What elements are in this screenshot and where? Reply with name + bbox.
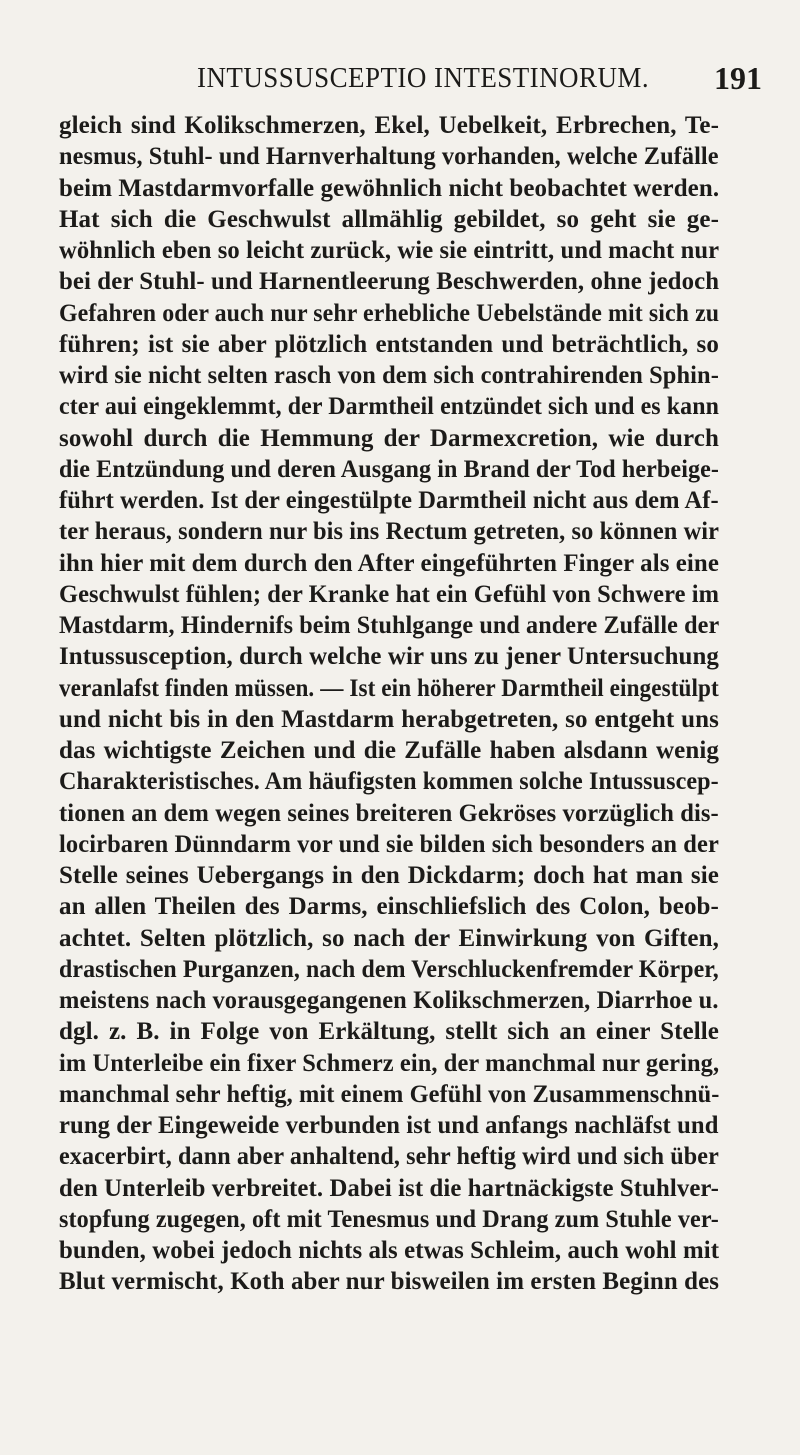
text-line: und nicht bis in den Mastdarm herabgetreten, so entgeht uns	[59, 705, 719, 733]
text-line: rung der Eingeweide verbunden ist und anfangs nachläfst und	[59, 1112, 719, 1139]
text-line: wird sie nicht selten rasch von dem sich contrahirenden Sphin-	[59, 362, 719, 389]
text-line: den Unterleib verbreitet. Dabei ist die hartnäckigste Stuhlver-	[59, 1174, 719, 1202]
page-number: 191	[714, 60, 762, 96]
text-line: dgl. z. B. in Folge von Erkältung, stellt sich an einer Stelle	[59, 1018, 719, 1046]
text-line: das wichtigste Zeichen und die Zufälle haben alsdann wenig	[59, 737, 719, 764]
text-line: beim Mastdarmvorfalle gewöhnlich nicht beobachtet werden.	[59, 174, 720, 202]
text-line: stopfung zugegen, oft mit Tenesmus und Drang zum Stuhle ver-	[59, 1205, 719, 1233]
text-line: drastischen Purganzen, nach dem Verschluckenfremder Körper,	[59, 955, 719, 983]
body-text	[59, 110, 719, 1298]
text-line: Mastdarm, Hindernifs beim Stuhlgange und andere Zufälle der	[59, 612, 720, 639]
text-line: sowohl durch die Hemmung der Darmexcretion, wie durch	[59, 424, 719, 452]
text-line: die Entzündung und deren Ausgang in Brand der Tod herbeige-	[59, 455, 720, 483]
text-line: Hat sich die Geschwulst allmählig gebildet, so geht sie ge-	[59, 205, 719, 233]
text-line: an allen Theilen des Darms, einschliefslich des Colon, beob-	[59, 893, 719, 921]
text-line: Intussusception, durch welche wir uns zu jener Untersuchung	[59, 643, 719, 671]
text-line: Charakteristisches. Am häufigsten kommen solche Intussuscep-	[59, 768, 719, 796]
text-line: bunden, wobei jedoch nichts als etwas Schleim, auch wohl mit	[59, 1237, 720, 1264]
text-line: führen; ist sie aber plötzlich entstanden und beträchtlich, so	[59, 330, 719, 358]
text-line: cter aui eingeklemmt, der Darmtheil entzündet sich und es kann	[59, 393, 719, 421]
text-line: im Unterleibe ein fixer Schmerz ein, der manchmal nur gering,	[59, 1049, 720, 1077]
text-line: ter heraus, sondern nur bis ins Rectum getreten, so können wir	[59, 518, 720, 546]
running-head	[0, 62, 800, 102]
text-line: manchmal sehr heftig, mit einem Gefühl von Zusammenschnü-	[59, 1080, 720, 1108]
text-line: exacerbirt, dann aber anhaltend, sehr heftig wird und sich über	[59, 1143, 719, 1171]
text-line: gleich sind Kolikschmerzen, Ekel, Uebelkeit, Erbrechen, Te-	[59, 112, 719, 139]
text-line: Geschwulst fühlen; der Kranke hat ein Gefühl von Schwere im	[59, 580, 720, 608]
text-line: Gefahren oder auch nur sehr erhebliche Uebelstände mit sich zu	[59, 299, 720, 327]
text-line: achtet. Selten plötzlich, so nach der Einwirkung von Giften,	[59, 924, 719, 952]
text-line: führt werden. Ist der eingestülpte Darmtheil nicht aus dem Af-	[59, 487, 719, 514]
text-line: Stelle seines Uebergangs in den Dickdarm; doch hat man sie	[59, 862, 719, 889]
text-line: meistens nach vorausgegangenen Kolikschmerzen, Diarrhoe u.	[59, 987, 719, 1014]
text-line: nesmus, Stuhl- und Harnverhaltung vorhanden, welche Zufälle	[59, 143, 719, 171]
text-line: wöhnlich eben so leicht zurück, wie sie eintritt, und macht nur	[59, 237, 720, 264]
text-line: veranlafst finden müssen. — Ist ein höherer Darmtheil eingestülpt	[59, 674, 719, 702]
text-line: bei der Stuhl- und Harnentleerung Beschwerden, ohne jedoch	[59, 268, 720, 296]
text-line: tionen an dem wegen seines breiteren Gekröses vorzüglich dis-	[59, 799, 719, 827]
text-line: ihn hier mit dem durch den After eingeführten Finger als eine	[59, 549, 719, 577]
text-line: Blut vermischt, Koth aber nur bisweilen im ersten Beginn des	[59, 1268, 720, 1296]
running-title: INTUSSUSCEPTIO INTESTINORUM.	[197, 62, 650, 94]
text-line: locirbaren Dünndarm vor und sie bilden sich besonders an der	[59, 830, 719, 858]
